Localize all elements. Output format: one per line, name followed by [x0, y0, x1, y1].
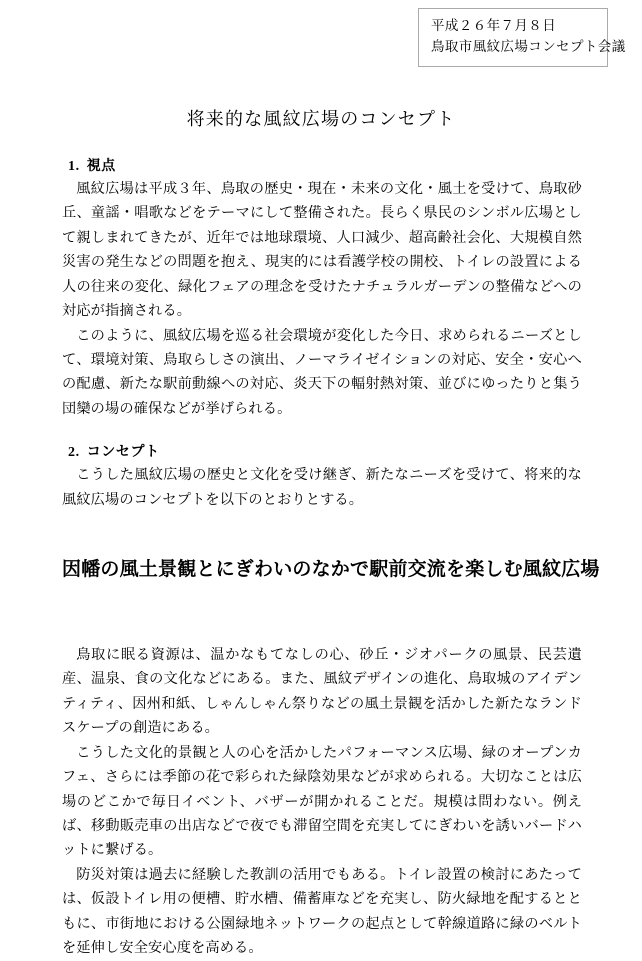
document-body	[62, 155, 600, 961]
header-meeting-name: 鳥取市風紋広場コンセプト会議	[431, 38, 626, 54]
spacer-after-banner-2	[62, 623, 582, 643]
closing-paragraph-1: 鳥取に眠る資源は、温かなもてなしの心、砂丘・ジオパークの風景、民芸遺産、温泉、食の文化などにある。また、風紋デザインの進化、鳥取城のアイデンティティ、因州和紙、しゃんしゃん祭りなどの風土景観を活かした新たなランドスケープの創造にある。	[62, 647, 582, 737]
page-title: 将来的な風紋広場のコンセプト	[186, 109, 456, 129]
section-title-2: コンセプト	[86, 445, 160, 461]
spacer-after-section-1	[62, 421, 582, 441]
section-heading-2	[68, 441, 582, 461]
section-number-1: 1.	[68, 159, 80, 174]
header-meta-box	[418, 8, 626, 67]
closing-paragraph-3: 防災対策は過去に経験した教訓の活用でもある。トイレ設置の検討にあたっては、仮設トイレ用の便槽、貯水槽、備蓄庫などを充実し、防火緑地を配するとともに、市街地における公園緑地ネットワークの起点として幹線道路に緑のベルトを延伸し安全安心度を高める。	[62, 866, 582, 957]
section-1-paragraph-1: 風紋広場は平成３年、鳥取の歴史・現在・未来の文化・風土を受けて、鳥取砂丘、童謡・唱歌などをテーマにして整備された。長らく県民のシンボル広場として親しまれてきたが、近年では地球環境、人口減少、超高齢社会化、大規模自然災害の発生などの問題を抱え、現実的には看護学校の開校、トイレの設置による人の往来の変化、緑化フェアの理念を受けたナチュラルガーデンの整備などへの対応が指摘される。	[62, 181, 582, 320]
section-heading-1	[68, 155, 582, 175]
spacer-after-banner	[62, 581, 582, 623]
closing-paragraph-2: こうした文化的景観と人の心を活かしたパフォーマンス広場、緑のオープンカフェ、さらには季節の花で彩られた緑陰効果などが求められる。大切なことは広場のどこかで毎日イベント、バザーが開かれることだ。規模は問わない。例えば、移動販売車の出店などで夜でも滞留空間を充実してにぎわいを誘いバードハットに繋げる。	[62, 744, 582, 859]
section-1-paragraph-2: このように、風紋広場を巡る社会環境が変化した今日、求められるニーズとして、環境対策、鳥取らしさの演出、ノーマライゼイションの対応、安全・安心への配慮、新たな駅前動線への対応、炎天下の輻射熱対策、並びにゆったりと集う団欒の場の確保などが挙げられる。	[62, 327, 582, 417]
concept-statement: 因幡の風土景観とにぎわいのなかで駅前交流を楽しむ風紋広場	[62, 559, 600, 581]
section-number-2: 2.	[68, 445, 80, 461]
header-date: 平成２６年７月８日	[431, 18, 557, 33]
section-title-1: 視点	[86, 159, 116, 174]
section-2-paragraph-1: こうした風紋広場の歴史と文化を受け継ぎ、新たなニーズを受けて、将来的な風紋広場のコンセプトを以下のとおりとする。	[62, 467, 582, 508]
spacer-before-banner	[62, 512, 582, 554]
